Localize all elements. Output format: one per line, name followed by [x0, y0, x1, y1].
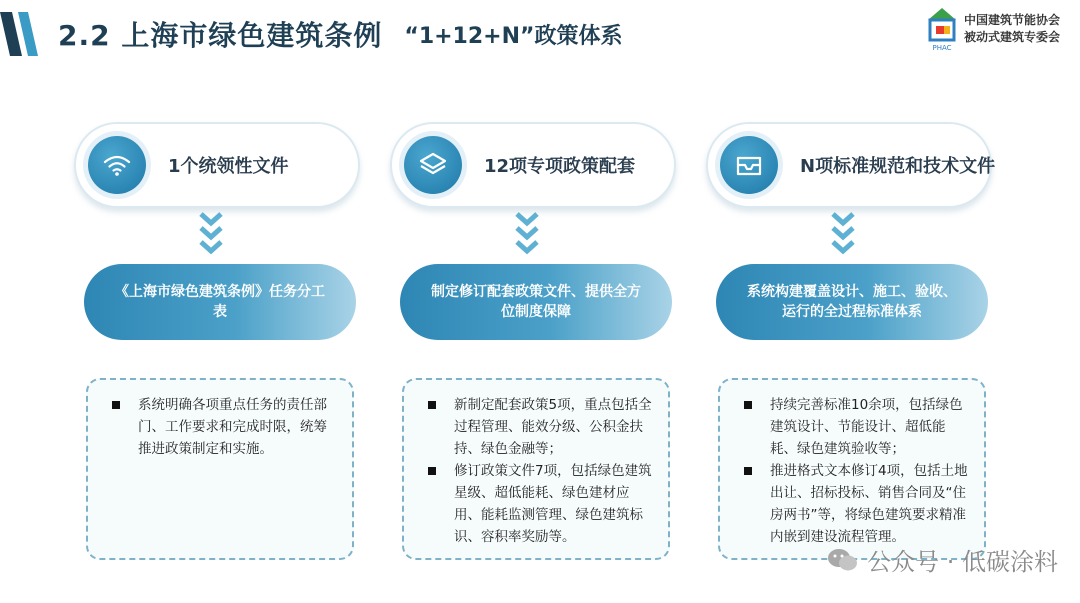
org-name-line2: 被动式建筑专委会 [963, 30, 1060, 44]
org-name-line1: 中国建筑节能协会 [963, 13, 1060, 27]
layers-icon [404, 136, 462, 194]
policy-pill-label: N项标准规范和技术文件 [800, 156, 996, 177]
list-item: 系统明确各项重点任务的责任部门、工作要求和完成时限，统筹推进政策制定和实施。 [110, 394, 338, 460]
policy-banner: 制定修订配套政策文件、提供全方位制度保障 [400, 264, 672, 340]
policy-banner: 《上海市绿色建筑条例》任务分工表 [84, 264, 356, 340]
policy-column-2 [390, 0, 680, 603]
watermark [827, 542, 1058, 577]
policy-column-1 [74, 0, 364, 603]
section-title: 2.2 上海市绿色建筑条例 [58, 19, 383, 52]
bullet-square-icon [428, 467, 436, 475]
policy-detail-box [86, 378, 354, 560]
chevron-down-icon [514, 210, 540, 260]
list-item: 新制定配套政策5项，重点包括全过程管理、能效分级、公积金扶持、绿色金融等； [426, 394, 654, 460]
section-subtitle: “1+12+N”政策体系 [404, 23, 623, 49]
policy-column-3 [706, 0, 996, 603]
policy-detail-box [718, 378, 986, 560]
list-item: 修订政策文件7项，包括绿色建筑星级、超低能耗、绿色建材应用、能耗监测管理、绿色建筑标识、容积率奖励等。 [426, 460, 654, 548]
policy-pill-2 [390, 122, 676, 208]
chevron-down-icon [198, 210, 224, 260]
policy-banner: 系统构建覆盖设计、施工、验收、运行的全过程标准体系 [716, 264, 988, 340]
header-accent-bars [0, 12, 50, 56]
bullet-square-icon [744, 401, 752, 409]
list-item: 持续完善标准10余项，包括绿色建筑设计、节能设计、超低能耗、绿色建筑验收等； [742, 394, 970, 460]
list-item: 推进格式文本修订4项，包括土地出让、招标投标、销售合同及“住房两书”等，将绿色建筑要求精准内嵌到建设流程管理。 [742, 460, 970, 548]
bullet-square-icon [428, 401, 436, 409]
inbox-icon [720, 136, 778, 194]
bullet-square-icon [112, 401, 120, 409]
bullet-square-icon [744, 467, 752, 475]
policy-detail-box [402, 378, 670, 560]
wechat-icon [827, 548, 859, 572]
watermark-text: 公众号 · 低碳涂料 [867, 548, 1058, 576]
wifi-icon [88, 136, 146, 194]
policy-pill-3 [706, 122, 996, 208]
policy-pill-1 [74, 122, 360, 208]
svg-text:PHAC: PHAC [932, 44, 952, 52]
chevron-down-icon [830, 210, 856, 260]
policy-pill-label: 1个统领性文件 [168, 156, 289, 177]
policy-pill-label: 12项专项政策配套 [484, 156, 636, 177]
